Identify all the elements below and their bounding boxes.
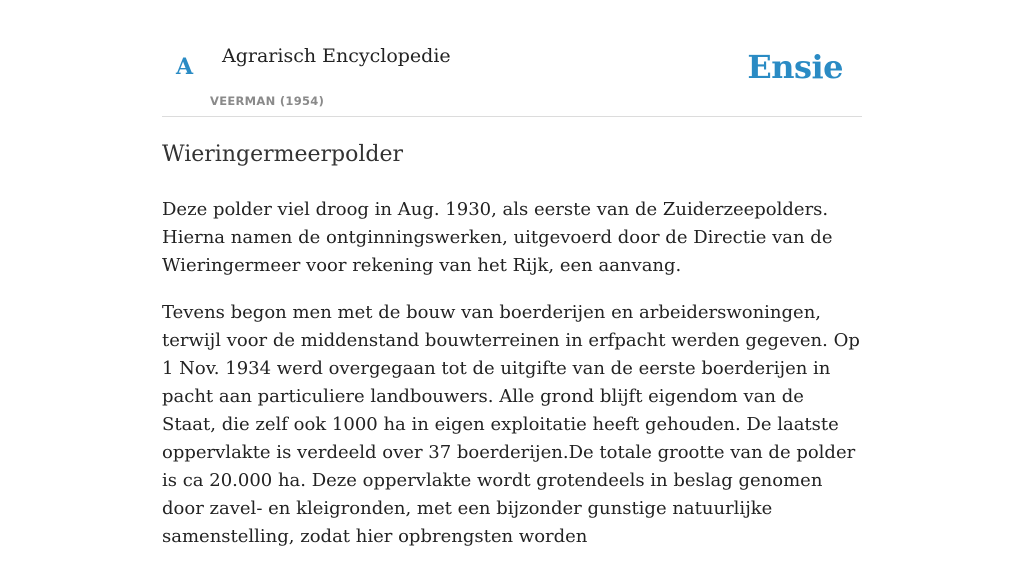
source-header [162, 0, 862, 117]
source-logo-link[interactable]: A [176, 54, 194, 80]
source-subtitle: VEERMAN (1954) [210, 94, 325, 108]
source-title-link[interactable]: Agrarisch Encyclopedie [222, 45, 451, 67]
article [162, 138, 862, 570]
article-paragraph: Deze polder viel droog in Aug. 1930, als eerste van de Zuiderzeepolders. Hierna namen de ontginningswerken, uitgevoerd door de Directie van de Wieringermeer voor rekening van het Rijk, een aanvang. [162, 199, 833, 276]
brand-logo-link[interactable]: Ensie [747, 48, 843, 86]
article-paragraph: Tevens begon men met de bouw van boerderijen en arbeiderswoningen, terwijl voor de middenstand bouwterreinen in erfpacht werden gegeven. Op 1 Nov. 1934 werd overgegaan tot de uitgifte van de eerste boerderijen in pacht aan particuliere landbouwers. Alle grond blijft eigendom van de Staat, die zelf ook 1000 ha in eigen exploitatie heeft gehouden. De laatste oppervlakte is verdeeld over 37 boerderijen.De totale grootte van de polder is ca 20.000 ha. Deze oppervlakte wordt grotendeels in beslag genomen door zavel- en kleigronden, met een bijzonder gunstige natuurlijke samenstelling, zodat hier opbrengsten worden [162, 302, 860, 547]
article-title: Wieringermeerpolder [162, 142, 404, 167]
